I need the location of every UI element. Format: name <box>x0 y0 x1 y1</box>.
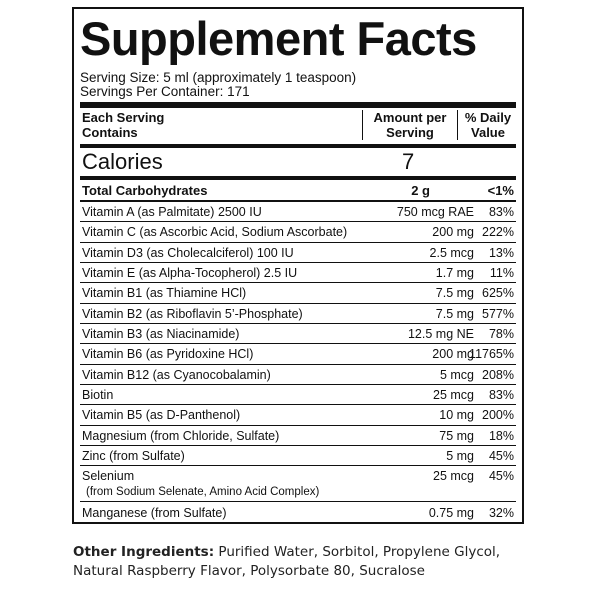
nutrient-amount: 200 mg <box>432 225 474 240</box>
header-each-serving: Each Serving Contains <box>82 110 165 140</box>
nutrient-row <box>80 283 516 303</box>
nutrient-daily-value: 222% <box>482 225 514 240</box>
nutrient-name: Selenium (from Sodium Selenate, Amino Acid Complex) <box>82 469 320 498</box>
nutrient-amount: 7.5 mg <box>435 286 474 301</box>
nutrient-name: Vitamin B3 (as Niacinamide) <box>82 326 240 341</box>
nutrient-daily-value: 11% <box>489 265 514 280</box>
nutrient-daily-value: 45% <box>488 448 514 463</box>
other-ingredients-label: Other Ingredients: <box>73 544 215 560</box>
panel-title: Supplement Facts <box>80 12 477 65</box>
nutrient-name: Vitamin B1 (as Thiamine HCl) <box>82 286 247 301</box>
nutrient-name: Vitamin C (as Ascorbic Acid, Sodium Ascorbate) <box>82 225 348 240</box>
nutrient-name: Biotin <box>82 387 114 402</box>
nutrient-amount: 12.5 mg NE <box>407 326 474 341</box>
nutrient-daily-value: 208% <box>482 367 514 382</box>
nutrient-amount: 2 g <box>411 183 430 198</box>
nutrient-daily-value: 11765% <box>469 347 514 362</box>
nutrient-daily-value: 45% <box>488 469 514 483</box>
nutrient-row <box>80 426 516 446</box>
total-carbohydrates-row <box>80 180 516 200</box>
nutrient-daily-value: 13% <box>488 245 514 260</box>
nutrient-row <box>80 304 516 324</box>
header-amount-per-serving: Amount per Serving <box>373 110 447 140</box>
nutrient-row <box>80 344 516 364</box>
nutrient-name: Vitamin B6 (as Pyridoxine HCl) <box>82 347 254 362</box>
nutrient-amount: 5 mcg <box>439 367 474 382</box>
nutrient-row <box>80 324 516 344</box>
nutrient-name: Vitamin D3 (as Cholecalciferol) 100 IU <box>82 245 294 260</box>
nutrient-row <box>80 446 516 466</box>
nutrient-daily-value: 83% <box>488 205 514 219</box>
nutrient-row-selenium <box>80 466 516 501</box>
nutrient-row <box>80 202 516 222</box>
nutrient-row <box>80 243 516 263</box>
nutrient-amount: 750 mcg RAE <box>396 205 474 219</box>
nutrient-name: Total Carbohydrates <box>82 183 208 198</box>
nutrient-name: Magnesium (from Chloride, Sulfate) <box>82 428 280 443</box>
nutrient-row <box>80 405 516 425</box>
nutrient-name: Manganese (from Sulfate) <box>82 506 227 520</box>
nutrient-amount: 10 mg <box>439 408 474 423</box>
nutrient-row <box>80 222 516 242</box>
nutrient-name: Vitamin B5 (as D-Panthenol) <box>82 408 241 423</box>
nutrient-amount: 2.5 mcg <box>429 245 474 260</box>
medium-rule <box>80 144 516 148</box>
thick-rule <box>80 102 516 108</box>
nutrient-name: Vitamin A (as Palmitate) 2500 IU <box>82 205 262 219</box>
nutrient-source-note: (from Sodium Selenate, Amino Acid Complex) <box>86 486 320 498</box>
nutrient-row <box>80 365 516 385</box>
nutrient-row <box>80 263 516 283</box>
row-divider <box>80 465 516 466</box>
nutrient-amount: 1.7 mg <box>435 265 474 280</box>
nutrient-daily-value: <1% <box>487 183 514 198</box>
nutrient-row <box>80 385 516 405</box>
nutrient-daily-value: 78% <box>488 326 514 341</box>
nutrient-amount: 5 mg <box>446 448 474 463</box>
other-ingredients-text: Purified Water, Sorbitol, Propylene Glycol, Natural Raspberry Flavor, Polysorbate 80, Sucralose <box>73 544 501 579</box>
serving-size: Serving Size: 5 ml (approximately 1 teaspoon) <box>80 70 357 85</box>
nutrient-daily-value: 200% <box>482 408 514 423</box>
nutrient-name: Vitamin B12 (as Cyanocobalamin) <box>82 367 271 382</box>
other-ingredients <box>73 543 543 581</box>
nutrient-daily-value: 577% <box>482 306 514 321</box>
nutrient-daily-value: 625% <box>482 286 514 301</box>
servings-per-container: Servings Per Container: 171 <box>80 84 250 99</box>
nutrient-daily-value: 83% <box>488 387 514 402</box>
calories-value: 7 <box>402 149 415 174</box>
nutrient-amount: 200 mg <box>432 347 474 362</box>
nutrient-row-manganese <box>80 502 516 522</box>
nutrient-amount: 25 mcg <box>433 387 474 402</box>
nutrient-daily-value: 32% <box>488 506 514 520</box>
header-daily-value: % Daily Value <box>464 110 512 140</box>
nutrient-name: Vitamin B2 (as Riboflavin 5’-Phosphate) <box>82 306 303 321</box>
calories-label: Calories <box>82 149 163 174</box>
nutrient-name: Vitamin E (as Alpha-Tocopherol) 2.5 IU <box>82 265 298 280</box>
nutrient-daily-value: 18% <box>488 428 514 443</box>
nutrient-amount: 7.5 mg <box>435 306 474 321</box>
nutrient-name: Zinc (from Sulfate) <box>82 448 185 463</box>
nutrient-amount: 0.75 mg <box>428 506 474 520</box>
supplement-facts-panel <box>72 7 524 524</box>
nutrient-amount: 75 mg <box>439 428 474 443</box>
nutrient-amount: 25 mcg <box>433 469 474 483</box>
